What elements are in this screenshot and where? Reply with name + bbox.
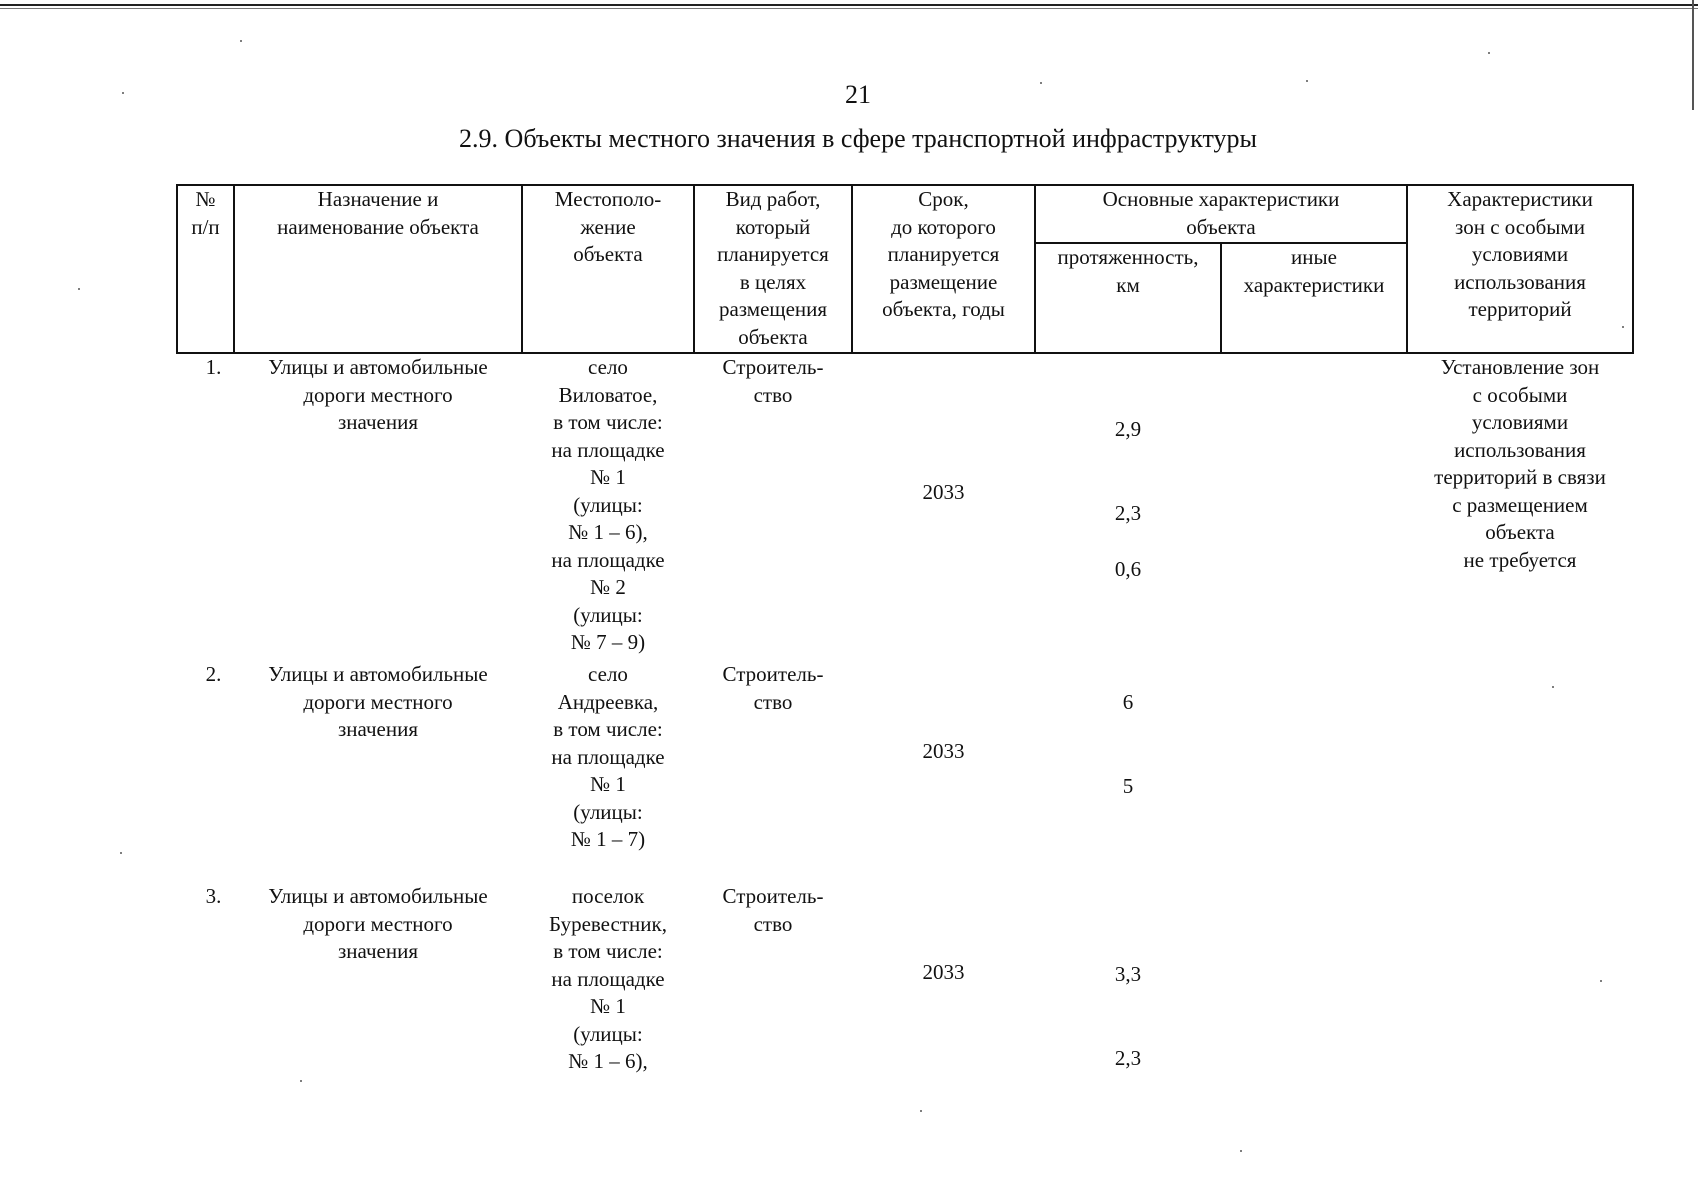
object-name: Улицы и автомобильные дороги местного значения (268, 355, 488, 434)
other-characteristics (1221, 353, 1407, 661)
object-name: Улицы и автомобильные дороги местного значения (268, 884, 488, 963)
length-value: 2,9 (1114, 417, 1142, 441)
term-year: 2033 (922, 739, 965, 764)
length-value: 2,3 (1114, 501, 1142, 525)
scan-speck (1488, 52, 1490, 54)
scan-speck (1306, 80, 1308, 82)
zones-note: Установление зон с особыми условиями использования территорий в связи с размещением объекта не требуется (1434, 355, 1606, 572)
scan-speck (122, 92, 124, 94)
object-location: село Виловатое, в том числе: на площадке № 1 (улицы: № 1 – 6), на площадке № 2 (улицы: № 7 – 9) (551, 355, 665, 654)
scan-speck (240, 40, 242, 42)
row-number: 3. (205, 884, 222, 908)
length-value: 5 (1122, 774, 1134, 798)
length-values (1035, 883, 1221, 1083)
table-row (177, 353, 1633, 661)
length-value: 3,3 (1114, 962, 1142, 986)
section-title: 2.9. Объекты местного значения в сфере транспортной инфраструктуры (459, 124, 1257, 153)
work-type: Строитель- ство (722, 884, 824, 936)
length-values (1035, 661, 1221, 883)
length-values (1035, 353, 1221, 661)
scan-speck (1040, 82, 1042, 84)
header-other: иные характеристики (1221, 243, 1407, 353)
row-number: 2. (205, 662, 222, 686)
term-year: 2033 (922, 960, 965, 985)
table-row (177, 883, 1633, 1083)
work-type: Строитель- ство (722, 662, 824, 714)
header-num: № п/п (177, 185, 234, 353)
row-number: 1. (205, 355, 222, 379)
object-location: село Андреевка, в том числе: на площадке № 1 (улицы: № 1 – 7) (551, 662, 665, 851)
header-name: Назначение и наименование объекта (234, 185, 522, 353)
scan-speck (120, 852, 122, 854)
object-name: Улицы и автомобильные дороги местного значения (268, 662, 488, 741)
header-location: Местополо- жение объекта (522, 185, 694, 353)
scan-speck (78, 288, 80, 290)
length-value: 6 (1122, 690, 1134, 714)
header-zones: Характеристики зон с особыми условиями использования территорий (1407, 185, 1633, 353)
zones-note (1407, 883, 1633, 1083)
header-term: Срок, до которого планируется размещение объекта, годы (852, 185, 1035, 353)
scan-speck (1600, 980, 1602, 982)
work-type: Строитель- ство (722, 355, 824, 407)
length-value: 0,6 (1114, 557, 1142, 581)
other-characteristics (1221, 883, 1407, 1083)
infrastructure-objects-table (176, 184, 1634, 1083)
term-year: 2033 (922, 479, 965, 504)
other-characteristics (1221, 661, 1407, 883)
object-location: поселок Буревестник, в том числе: на площадке № 1 (улицы: № 1 – 6), (549, 884, 667, 1073)
header-work-type: Вид работ, который планируется в целях размещения объекта (694, 185, 852, 353)
scan-speck (1622, 326, 1624, 328)
length-value: 2,3 (1114, 1046, 1142, 1070)
page-number: 21 (845, 80, 871, 109)
scan-speck (1240, 1150, 1242, 1152)
infrastructure-table-wrapper (176, 184, 1634, 1083)
header-main-characteristics: Основные характеристики объекта (1035, 185, 1407, 243)
scan-speck (920, 1110, 922, 1112)
zones-note (1407, 661, 1633, 883)
top-border-line (0, 4, 1698, 6)
scan-speck (1552, 686, 1554, 688)
header-length: протяженность, км (1035, 243, 1221, 353)
top-border-line-thin (0, 8, 1698, 9)
scan-speck (300, 1080, 302, 1082)
table-row (177, 661, 1633, 883)
